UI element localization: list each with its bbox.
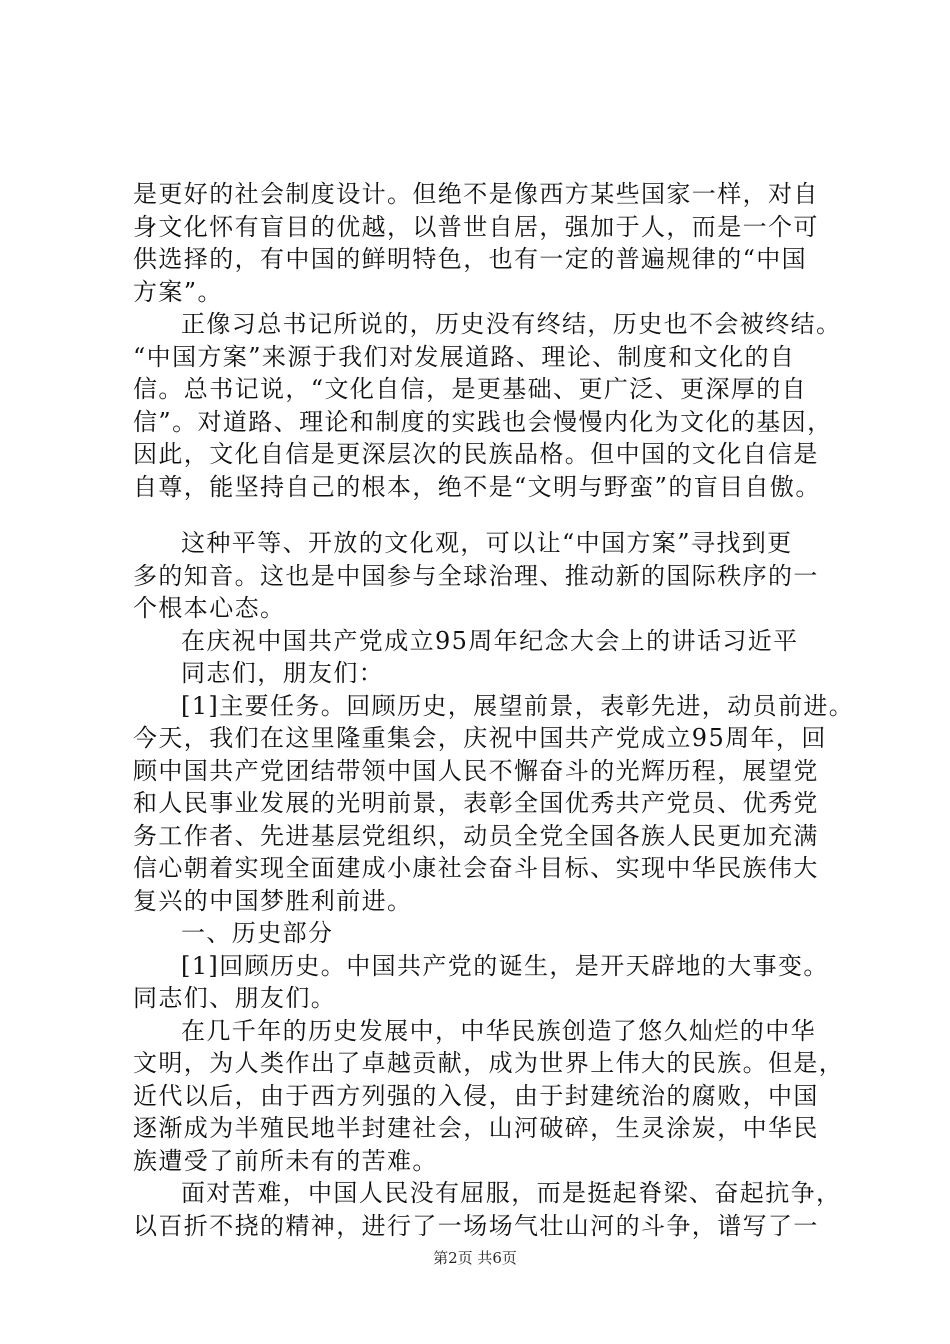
- text-line: 今天，我们在这里隆重集会，庆祝中国共产党成立95周年，回: [133, 724, 827, 752]
- paragraph-first-line: 面对苦难，中国人民没有屈服，而是挺起脊梁、奋起抗争，: [181, 1179, 842, 1207]
- paragraph-first-line: [1]回顾历史。中国共产党的诞生，是开天辟地的大事变。: [181, 951, 829, 980]
- text-line: 近代以后，由于西方列强的入侵，由于封建统治的腐败，中国: [133, 1081, 819, 1110]
- text-line: 信。总书记说，“文化自信，是更基础、更广泛、更深厚的自: [133, 375, 808, 403]
- text-line: 复兴的中国梦胜利前进。: [133, 886, 413, 915]
- text-line: 信”。对道路、理论和制度的实践也会慢慢内化为文化的基因，: [133, 407, 833, 436]
- text-line: 族遭受了前所未有的苦难。: [133, 1146, 438, 1175]
- paragraph-first-line: [1]主要任务。回顾历史，展望前景，表彰先进，动员前进。: [181, 691, 855, 720]
- text-line: 逐渐成为半殖民地半封建社会，山河破碎，生灵涂炭，中华民: [133, 1114, 819, 1142]
- paragraph-first-line: 这种平等、开放的文化观，可以让“中国方案”寻找到更: [181, 529, 793, 557]
- text-line: 供选择的，有中国的鲜明特色，也有一定的普遍规律的“中国: [133, 245, 808, 273]
- text-line: 和人民事业发展的光明前景，表彰全国优秀共产党员、优秀党: [133, 789, 819, 817]
- paragraph-first-line: 在几千年的历史发展中，中华民族创造了悠久灿烂的中华: [181, 1016, 816, 1045]
- salutation: 同志们，朋友们：: [181, 659, 385, 687]
- paragraph-gap: [133, 503, 845, 527]
- text-line: 因此，文化自信是更深层次的民族品格。但中国的文化自信是: [133, 440, 819, 468]
- text-line: 自尊，能坚持自己的根本，绝不是“文明与野蛮”的盲目自傲。: [133, 472, 821, 501]
- text-line: 顾中国共产党团结带领中国人民不懈奋斗的光辉历程，展望党: [133, 756, 819, 785]
- paragraph-first-line: 正像习总书记所说的，历史没有终结，历史也不会被终结。: [181, 310, 842, 338]
- text-line: 务工作者、先进基层党组织，动员全党全国各族人民更加充满: [133, 821, 819, 850]
- text-line: 以百折不挠的精神，进行了一场场气壮山河的斗争，谱写了一: [133, 1211, 819, 1240]
- page-number-footer: 第2页 共6页: [433, 1249, 517, 1267]
- text-line: “中国方案”来源于我们对发展道路、理论、制度和文化的自: [133, 342, 796, 371]
- text-line: 同志们、朋友们。: [133, 984, 337, 1012]
- text-line: 身文化怀有盲目的优越，以普世自居，强加于人，而是一个可: [133, 212, 819, 241]
- text-line: 方案”。: [133, 277, 223, 306]
- text-line: 是更好的社会制度设计。但绝不是像西方某些国家一样，对自: [133, 180, 819, 208]
- text-line: 多的知音。这也是中国参与全球治理、推动新的国际秩序的一: [133, 561, 819, 590]
- text-line: 信心朝着实现全面建成小康社会奋斗目标、实现中华民族伟大: [133, 854, 819, 882]
- document-body: [133, 178, 855, 1242]
- speech-title: 在庆祝中国共产党成立95周年纪念大会上的讲话习近平: [181, 626, 799, 655]
- text-line: 文明，为人类作出了卓越贡献，成为世界上伟大的民族。但是，: [133, 1049, 845, 1077]
- text-line: 个根本心态。: [133, 594, 286, 622]
- section-heading: 一、历史部分: [181, 919, 334, 947]
